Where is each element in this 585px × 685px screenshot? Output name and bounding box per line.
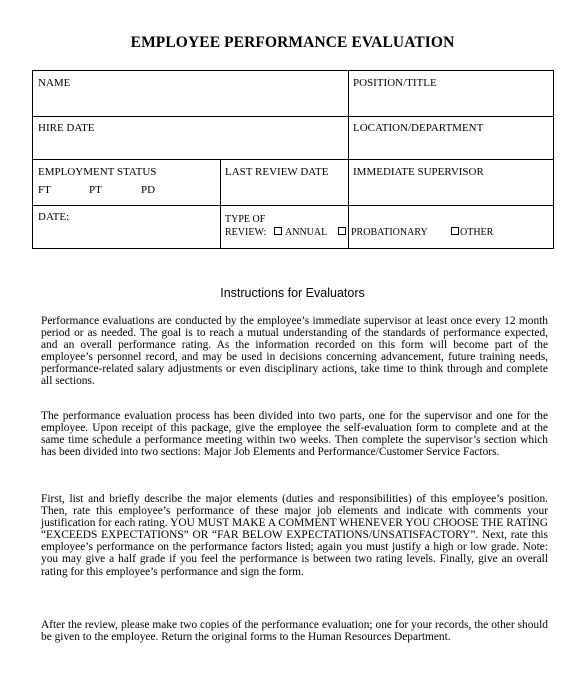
checkbox-icon[interactable] [451, 227, 459, 235]
date-label: DATE: [38, 211, 70, 223]
review-option-other[interactable]: OTHER [451, 227, 493, 238]
document-title: EMPLOYEE PERFORMANCE EVALUATION [130, 34, 455, 51]
employee-info-form [32, 70, 554, 249]
location-field[interactable] [349, 117, 553, 159]
supervisor-label: IMMEDIATE SUPERVISOR [353, 166, 484, 178]
instructions-paragraph: After the review, please make two copies of the performance evaluation; one for your records, the other should be given to the employee. Return the original forms to the Human Resources Department. [41, 619, 548, 644]
employment-status-field[interactable] [33, 160, 220, 205]
hire-date-field[interactable] [33, 117, 348, 159]
review-option-probationary[interactable]: PROBATIONARY [338, 227, 428, 238]
supervisor-field[interactable] [349, 160, 553, 205]
instructions-paragraph: Performance evaluations are conducted by the employee’s immediate supervisor at least once every 12 month period or as needed. The goal is to reach a mutual understanding of the standards of performance expected, and an overall performance rating. As the information recorded on this form will become part of the employee’s personnel record, and may be used in decisions concerning advancement, future training needs, performance-related salary adjustments or even disciplinary actions, take time to think through and complete all sections. [41, 315, 548, 388]
employment-status-label: EMPLOYMENT STATUS [38, 166, 157, 178]
review-option-annual[interactable]: ANNUAL [274, 227, 327, 238]
last-review-label: LAST REVIEW DATE [225, 166, 329, 178]
employment-option-ft[interactable]: FT [38, 184, 51, 196]
instructions-paragraph: The performance evaluation process has been divided into two parts, one for the supervisor and one for the employee. Upon receipt of this package, give the employee the self-evaluation form to complete and at the same time schedule a performance meeting within two weeks. Then complete the supervisor’s section which has been divided into two sections: Major Job Elements and Performance/Customer Service Factors. [41, 410, 548, 459]
employment-option-pt[interactable]: PT [89, 184, 102, 196]
position-field[interactable] [349, 71, 553, 116]
review-type-label-line1: TYPE OF [225, 214, 266, 225]
last-review-field[interactable] [221, 160, 348, 205]
review-type-label-line2: REVIEW: [225, 227, 267, 238]
name-field[interactable] [33, 71, 348, 116]
location-label: LOCATION/DEPARTMENT [353, 122, 484, 134]
instructions-heading: Instructions for Evaluators [220, 286, 365, 300]
review-type-field [221, 206, 553, 249]
position-label: POSITION/TITLE [353, 77, 437, 89]
checkbox-icon[interactable] [338, 227, 346, 235]
date-field[interactable] [33, 206, 220, 249]
hire-date-label: HIRE DATE [38, 122, 95, 134]
employment-option-pd[interactable]: PD [141, 184, 156, 196]
checkbox-icon[interactable] [274, 227, 282, 235]
instructions-paragraph: First, list and briefly describe the major elements (duties and responsibilities) of this employee’s position. Then, rate this employee’s performance of these major job elements and indicate with comments your justification for each rating. YOU MUST MAKE A COMMENT WHENEVER YOU CHOOSE THE RATING “EXCEEDS EXPECTATIONS” OR “FAR BELOW EXPECTATIONS/UNSATISFACTORY”. Next, rate this employee’s performance on the performance factors listed; again you must justify a high or low grade. Note: you may give a half grade if you feel the performance is between two rating levels. Finally, give an overall rating for this employee’s performance and sign the form. [41, 493, 548, 578]
name-label: NAME [38, 77, 71, 89]
